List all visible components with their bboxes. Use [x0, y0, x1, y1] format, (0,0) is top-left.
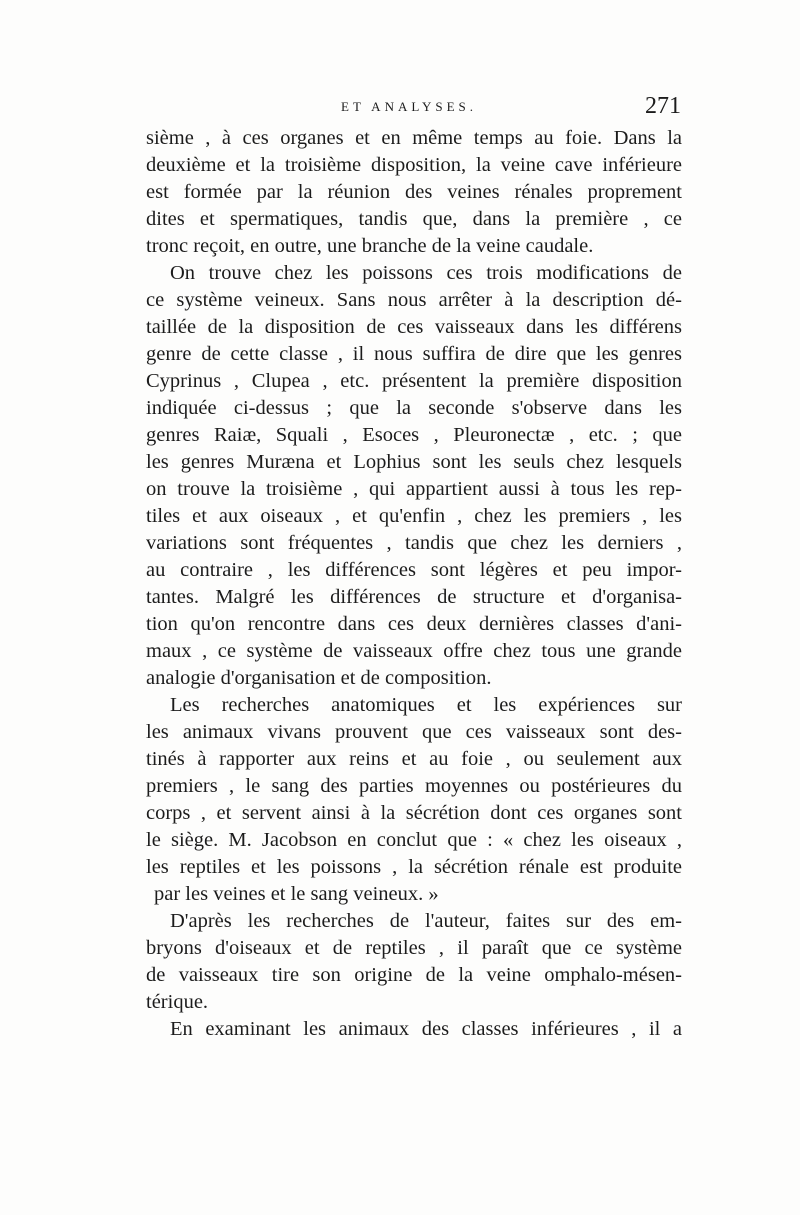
running-head: ET ANALYSES. — [341, 99, 478, 114]
text-line: tantes. Malgré les différences de structure et d'organisa- — [146, 586, 682, 608]
page-number: 271 — [645, 93, 681, 119]
text-line: genre de cette classe , il nous suffira de dire que les genres — [146, 343, 682, 365]
text-line: le siège. M. Jacobson en conclut que : « chez les oiseaux , — [146, 829, 682, 851]
text-line: analogie d'organisation et de composition. — [146, 667, 492, 689]
text-line: tion qu'on rencontre dans ces deux dernières classes d'ani- — [146, 613, 682, 635]
text-line: maux , ce système de vaisseaux offre chez tous une grande — [146, 640, 682, 662]
text-line: les animaux vivans prouvent que ces vaisseaux sont des- — [146, 721, 682, 743]
text-line: tinés à rapporter aux reins et au foie , ou seulement aux — [146, 748, 682, 770]
text-line: tiles et aux oiseaux , et qu'enfin , chez les premiers , les — [146, 505, 682, 527]
text-line: on trouve la troisième , qui appartient aussi à tous les rep- — [146, 478, 682, 500]
text-line: deuxième et la troisième disposition, la veine cave inférieure — [146, 154, 682, 176]
page-header — [145, 95, 685, 125]
text-line: de vaisseaux tire son origine de la veine omphalo-mésen- — [146, 964, 682, 986]
paragraph-start-line: Les recherches anatomiques et les expériences sur — [170, 694, 682, 716]
text-line: ce système veineux. Sans nous arrêter à la description dé- — [146, 289, 682, 311]
text-line: premiers , le sang des parties moyennes ou postérieures du — [146, 775, 682, 797]
text-line: taillée de la disposition de ces vaisseaux dans les différens — [146, 316, 682, 338]
text-line: par les veines et le sang veineux. » — [154, 883, 439, 905]
text-line: est formée par la réunion des veines rénales proprement — [146, 181, 682, 203]
text-line: les reptiles et les poissons , la sécrétion rénale est produite — [146, 856, 682, 878]
text-line: sième , à ces organes et en même temps au foie. Dans la — [146, 127, 682, 149]
paragraph-start-line: On trouve chez les poissons ces trois modifications de — [170, 262, 682, 284]
text-line: corps , et servent ainsi à la sécrétion dont ces organes sont — [146, 802, 682, 824]
text-line: variations sont fréquentes , tandis que chez les derniers , — [146, 532, 682, 554]
text-line: les genres Muræna et Lophius sont les seuls chez lesquels — [146, 451, 682, 473]
text-line: térique. — [146, 991, 209, 1013]
paragraph-start-line: D'après les recherches de l'auteur, faites sur des em- — [170, 910, 682, 932]
text-line: bryons d'oiseaux et de reptiles , il paraît que ce système — [146, 937, 682, 959]
body-text — [146, 125, 682, 1043]
text-line: indiquée ci-dessus ; que la seconde s'observe dans les — [146, 397, 682, 419]
paragraph-start-line: En examinant les animaux des classes inférieures , il a — [170, 1018, 682, 1040]
text-line: dites et spermatiques, tandis que, dans la première , ce — [146, 208, 682, 230]
text-line: Cyprinus , Clupea , etc. présentent la première disposition — [146, 370, 682, 392]
text-line: au contraire , les différences sont légères et peu impor- — [146, 559, 682, 581]
text-line: tronc reçoit, en outre, une branche de la veine caudale. — [146, 235, 594, 257]
text-line: genres Raiæ, Squali , Esoces , Pleuronectæ , etc. ; que — [146, 424, 682, 446]
